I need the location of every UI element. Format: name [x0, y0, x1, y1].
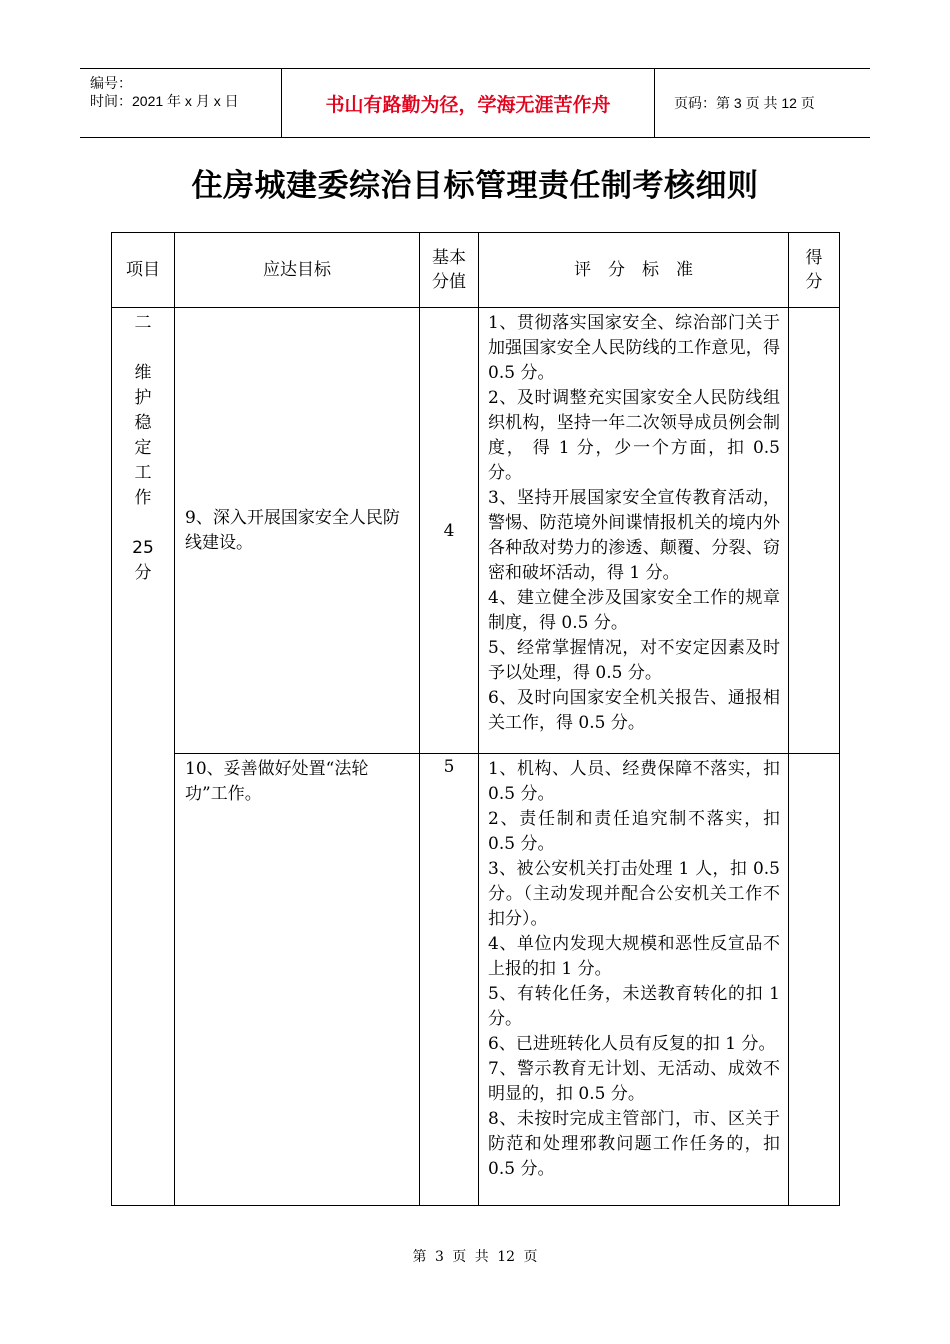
target-cell — [175, 754, 420, 1206]
criteria-item: 3、坚持开展国家安全宣传教育活动，警惕、防范境外间谍情报机关的境内外各种敌对势力的渗透、颠覆、分裂、窃密和破坏活动，得 1 分。 — [488, 488, 780, 583]
category-points: 25 — [132, 538, 154, 558]
header-info-cell — [80, 69, 282, 137]
category-char: 稳 — [134, 413, 152, 433]
criteria-item: 6、已进班转化人员有反复的扣 1 分。 — [488, 1034, 776, 1054]
header-base-score — [420, 233, 479, 308]
header-item: 项目 — [112, 233, 175, 308]
target-text: 9、深入开展国家安全人民防线建设。 — [185, 507, 400, 553]
criteria-item: 5、经常掌握情况，对不安定因素及时予以处理，得 0.5 分。 — [488, 638, 780, 683]
category-char: 维 — [134, 363, 152, 383]
criteria-item: 6、及时向国家安全机关报告、通报相关工作，得 0.5 分。 — [488, 688, 780, 733]
got-score-cell — [789, 308, 840, 754]
target-text: 10、妥善做好处置“法轮功”工作。 — [185, 759, 369, 804]
criteria-item: 2、及时调整充实国家安全人民防线组织机构，坚持一年二次领导成员例会制度， 得 1 分，少一个方面，扣 0.5 分。 — [488, 388, 780, 483]
header-got — [789, 233, 840, 308]
document-title: 住房城建委综治目标管理责任制考核细则 — [191, 168, 759, 204]
number-label: 编号： — [90, 75, 132, 91]
category-char: 护 — [134, 388, 152, 408]
category-number: 二 — [134, 313, 152, 333]
category-cell — [112, 308, 175, 1206]
category-points-unit: 分 — [134, 563, 152, 583]
criteria-item: 3、被公安机关打击处理 1 人，扣 0.5 分。（主动发现并配合公安机关工作不扣分）。 — [488, 859, 780, 929]
criteria-item: 1、机构、人员、经费保障不落实，扣 0.5 分。 — [488, 759, 780, 804]
header-base-score-line1: 基本 — [432, 248, 466, 268]
criteria-cell — [479, 754, 789, 1206]
header-target: 应达目标 — [175, 233, 420, 308]
criteria-item: 7、警示教育无计划、无活动、成效不明显的，扣 0.5 分。 — [488, 1059, 780, 1104]
criteria-item: 4、建立健全涉及国家安全工作的规章制度，得 0.5 分。 — [488, 588, 780, 633]
header-criteria: 评 分 标 准 — [479, 233, 789, 308]
page-footer: 第 3 页 共 12 页 — [412, 1249, 538, 1265]
category-char: 工 — [134, 463, 152, 483]
score-cell: 4 — [420, 308, 479, 754]
header-motto: 书山有路勤为径，学海无涯苦作舟 — [282, 69, 655, 137]
header-got-line1: 得 — [805, 248, 823, 268]
date-label: 时间：2021 年 x 月 x 日 — [90, 93, 239, 109]
criteria-item: 5、有转化任务，未送教育转化的扣 1 分。 — [488, 984, 780, 1029]
table-row — [112, 308, 840, 754]
score-cell: 5 — [420, 754, 479, 1206]
criteria-cell — [479, 308, 789, 754]
category-char: 作 — [134, 488, 152, 508]
header-page-info — [664, 69, 870, 137]
table-row — [112, 754, 840, 1206]
target-cell — [175, 308, 420, 754]
header-base-score-line2: 分值 — [432, 272, 466, 292]
category-char: 定 — [134, 438, 152, 458]
criteria-item: 2、责任制和责任追究制不落实，扣 0.5 分。 — [488, 809, 780, 854]
criteria-item: 4、单位内发现大规模和恶性反宣品不上报的扣 1 分。 — [488, 934, 780, 979]
header-got-line2: 分 — [805, 272, 823, 292]
table-header-row — [112, 233, 840, 308]
assessment-table — [111, 232, 840, 1206]
page-info-text: 页码：第 3 页 共 12 页 — [674, 95, 815, 111]
criteria-item: 8、未按时完成主管部门，市、区关于防范和处理邪教问题工作任务的，扣 0.5 分。 — [488, 1109, 780, 1179]
got-score-cell — [789, 754, 840, 1206]
criteria-item: 1、贯彻落实国家安全、综治部门关于加强国家安全人民防线的工作意见，得 0.5 分。 — [488, 313, 780, 383]
page-header — [80, 68, 870, 138]
